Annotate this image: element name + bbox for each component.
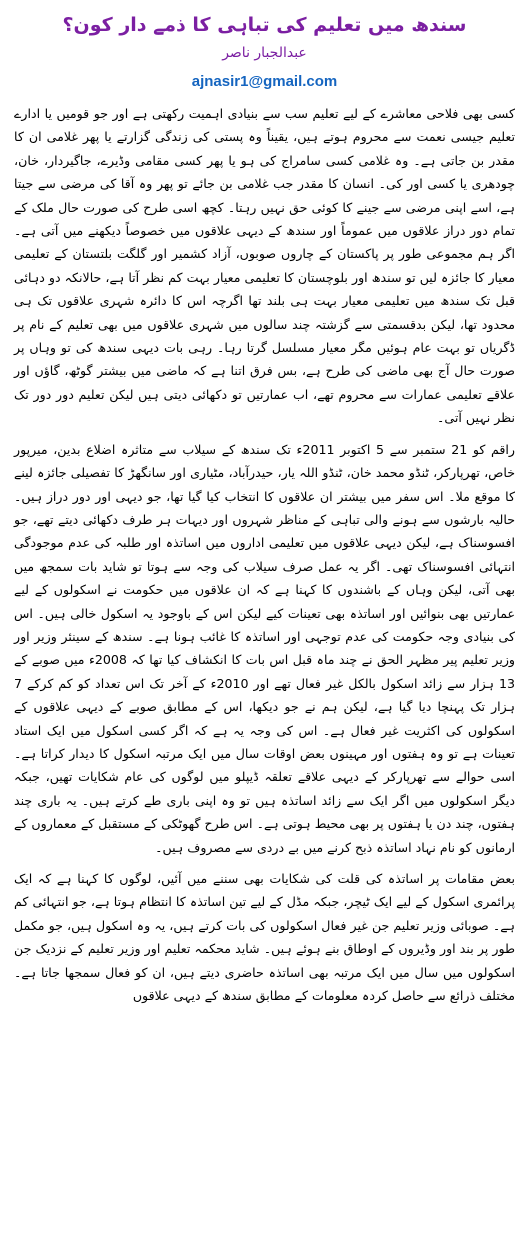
author-email: ajnasir1@gmail.com bbox=[191, 73, 338, 90]
author-name: عبدالجبار ناصر bbox=[222, 45, 307, 61]
article-title: سندھ میں تعلیم کی تباہی کا ذمے دار کون؟ bbox=[62, 14, 467, 36]
paragraph-2: راقم کو 21 ستمبر سے 5 اکتوبر 2011ء تک سندھ کے سیلاب سے متاثرہ اضلاع بدین، میرپور خاص، تھرپارکر، ٹنڈو محمد خان، ٹنڈو اللہ یار، حیدرآباد، مٹیاری اور سانگھڑ کا تفصیلی جائزہ لینے کا موقع ملا۔ اس سفر میں بیشتر ان علاقوں کا انتخاب کیا گیا تھا، جو دیہی اور دور دراز ہیں۔ حالیہ بارشوں سے ہونے والی تباہی کے مناظر شہروں اور دیہات ہر طرف دکھائی دیتے تھے، جو افسوسناک ہے، لیکن دیہی علاقوں میں تعلیمی اداروں میں اساتذہ اور طلبہ کی عدم موجودگی انتہائی افسوسناک تھی۔ اگر یہ عمل صرف سیلاب کی وجہ سے ہوتا تو شاید بات سمجھ میں بھی آتی، لیکن وہاں کے باشندوں کا کہنا ہے کہ ان علاقوں میں حکومت نے اسکولوں کے لیے عمارتیں بھی بنوائیں اور اساتذہ بھی تعینات کیے لیکن اس کے باوجود یہ اسکول خالی ہیں۔ اس کی بنیادی وجہ حکومت کی عدم توجہی اور اساتذہ کا غائب ہونا ہے۔ سندھ کے سینئر وزیر اور وزیر تعلیم پیر مظہر الحق نے چند ماہ قبل اس بات کا انکشاف کیا تھا کہ 2008ء میں صوبے کے 13 ہزار سے زائد اسکول بالکل غیر فعال تھے اور 2010ء کے آخر تک اس تعداد کو کم کرکے 7 ہزار تک پہنچا دیا گیا ہے، لیکن ہم نے جو دیکھا، اس کے مطابق صوبے کے دیہی علاقوں کے اسکولوں کی اکثریت غیر فعال ہے۔ اس کی وجہ یہ ہے کہ اگر کسی اسکول میں ایک استاد تعینات ہے تو وہ ہفتوں اور مہینوں بعض اوقات سال میں ایک مرتبہ اسکول کا دیدار کراتا ہے۔ اسی حوالے سے تھرپارکر کے دیہی علاقے تعلقہ ڈیپلو میں لوگوں کی عام شکایات تھیں، جبکہ دیگر اسکولوں میں اگر ایک سے زائد اساتذہ ہیں تو وہ اپنی باری طے کرتے ہیں۔ یہ باری چند ہفتوں، چند دن یا ہفتوں پر بھی محیط ہوتی ہے۔ اس طرح گھوٹکی کے مستقبل کے معماروں کے ارمانوں کو نام نہاد اساتذہ ذبح کرنے میں بے دردی سے مصروف ہیں۔ bbox=[14, 441, 516, 855]
paragraph-1: کسی بھی فلاحی معاشرے کے لیے تعلیم سب سے بنیادی اہمیت رکھتی ہے اور جو قومیں یا ادارے تعلیم جیسی نعمت سے محروم ہوتے ہیں، یقیناً وہ پستی کی زندگی گزارتے یا پھر غلامی ان کا مقدر بن جاتی ہے۔ وہ غلامی کسی سامراج کی ہو یا پھر کسی مقامی وڈیرے، جاگیردار، خان، چودھری یا کسی اور کی۔ انسان کا مقدر جب غلامی بن جائے تو پھر وہ آقا کی مرضی سے جیتا ہے، اسے اپنی مرضی سے جینے کا کوئی حق نہیں رہتا۔ کچھ اسی طرح کی صورت حال ملک کے تمام دور دراز علاقوں میں عموماً اور سندھ کے دیہی علاقوں میں خصوصاً دیکھنے میں آتی ہے۔ اگر ہم مجموعی طور پر پاکستان کے چاروں صوبوں، آزاد کشمیر اور گلگت بلتستان کے تعلیمی معیار کا جائزہ لیں تو سندھ اور بلوچستان کا تعلیمی معیار بہت کم نظر آتا ہے، حالانکہ دو دہائی قبل تک سندھ میں تعلیمی معیار بہت ہی بلند تھا اگرچہ اس کا دائرہ شہری علاقوں تک ہی محدود تھا، لیکن بدقسمتی سے گزشتہ چند سالوں میں شہری علاقوں میں بھی تعلیم کے نام پر ڈگریاں تو بہت عام ہوئیں مگر معیار مسلسل گرتا رہا۔ رہی بات دیہی سندھ کی تو وہاں پر صورت حال آج بھی ماضی کی طرح ہے، بس فرق اتنا ہے کہ ماضی میں بیشتر گوٹھ، گاؤں اور علاقے تعلیمی عمارات سے محروم تھے، اب عمارتیں تو دکھائی دیتی ہیں لیکن تعلیم دور دور تک نظر نہیں آتی۔ bbox=[14, 106, 515, 426]
paragraph-3: بعض مقامات پر اساتذہ کی قلت کی شکایات بھی سننے میں آئیں، لوگوں کا کہنا ہے کہ ایک پرائمری اسکول کے لیے ایک ٹیچر، جبکہ مڈل کے لیے تین اساتذہ کا انتظام ہوتا ہے، جو انتہائی کم ہے۔ صوبائی وزیر تعلیم جن غیر فعال اسکولوں کی بات کرتے ہیں، یہ وہ اسکول ہیں، جو مکمل طور پر بند اور وڈیروں کے اوطاق بنے ہوئے ہیں۔ شاید محکمہ تعلیم اور وزیر تعلیم کے نزدیک جن اسکولوں میں سال میں ایک مرتبہ بھی اساتذہ حاضری دیتے ہیں، ان کو فعال سمجھا جاتا ہے۔ مختلف ذرائع سے حاصل کردہ معلومات کے مطابق سندھ کے دیہی علاقوں bbox=[14, 871, 515, 1004]
